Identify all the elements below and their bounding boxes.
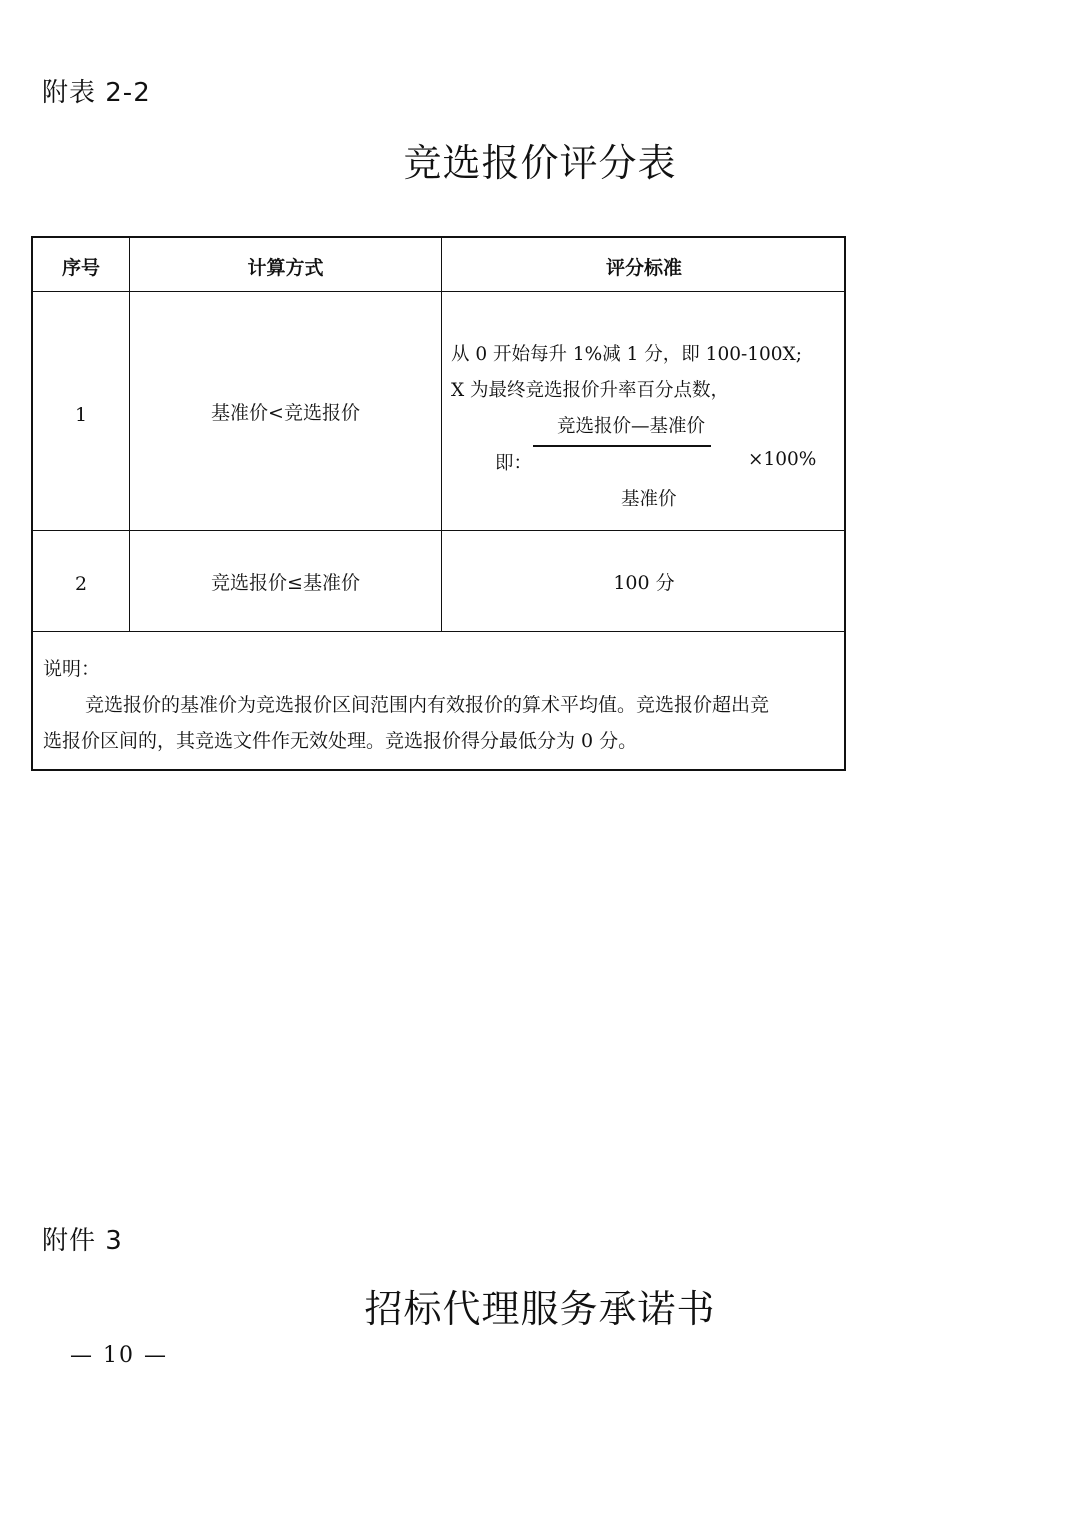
row-method: 基准价<竞选报价	[211, 402, 360, 424]
row-divider	[33, 291, 844, 292]
header-method: 计算方式	[247, 257, 324, 279]
annex-label: 附表 2-2	[42, 78, 151, 108]
header-criteria: 评分标准	[605, 257, 682, 279]
row-criteria: 100 分	[613, 572, 675, 594]
page-title: 竞选报价评分表	[403, 141, 677, 185]
column-divider	[441, 238, 442, 631]
note-text: 竞选报价的基准价为竞选报价区间范围内有效报价的算术平均值。竞选报价超出竞	[85, 694, 770, 716]
criteria-line: 从 0 开始每升 1%减 1 分，即 100-100X;	[451, 344, 802, 365]
formula-numerator: 竞选报价—基准价	[557, 416, 706, 437]
row-divider	[33, 631, 844, 632]
section-title: 招标代理服务承诺书	[364, 1287, 716, 1331]
row-method: 竞选报价≤基准价	[211, 572, 360, 594]
column-divider	[129, 238, 130, 631]
note-text: 选报价区间的，其竞选文件作无效处理。竞选报价得分最低分为 0 分。	[43, 730, 638, 752]
formula-denominator: 基准价	[621, 489, 677, 510]
formula-multiplier: ×100%	[748, 449, 817, 470]
formula-prefix: 即：	[495, 453, 533, 474]
row-index: 1	[74, 404, 88, 426]
row-divider	[33, 530, 844, 531]
header-index: 序号	[61, 257, 100, 279]
fraction-bar	[533, 445, 711, 447]
criteria-line: X 为最终竞选报价升率百分点数，	[451, 380, 730, 401]
row-index: 2	[74, 573, 88, 595]
scoring-table	[31, 236, 846, 771]
note-label: 说明：	[43, 658, 101, 680]
page-number: — 10 —	[70, 1343, 168, 1368]
annex-label: 附件 3	[42, 1226, 123, 1256]
